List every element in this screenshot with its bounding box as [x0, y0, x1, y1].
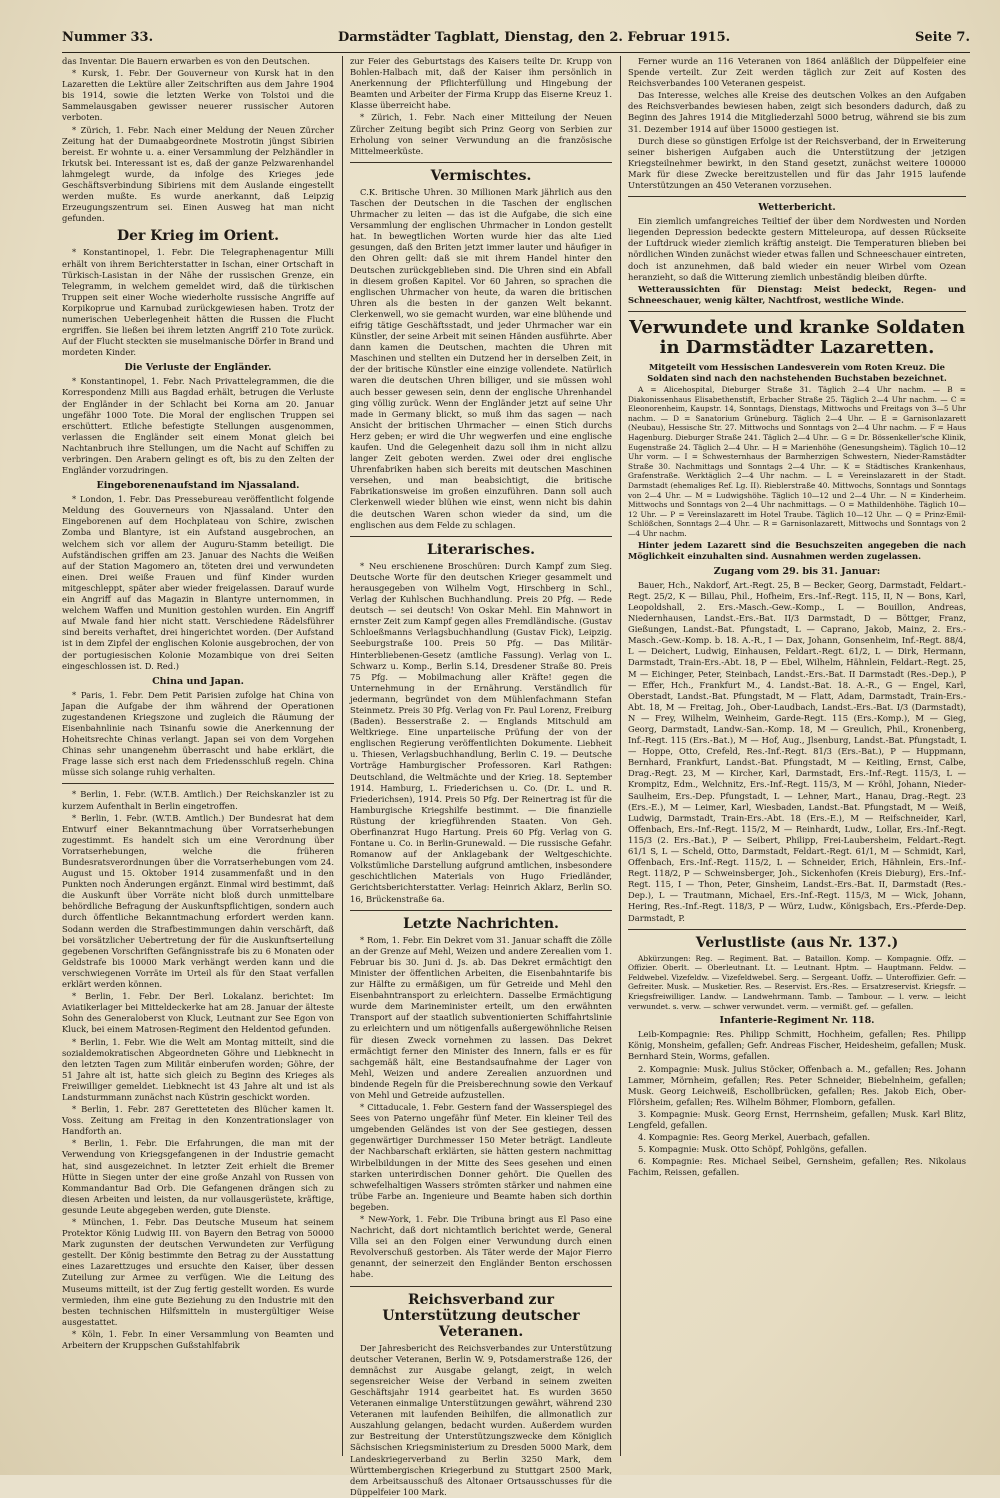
separator — [628, 929, 966, 930]
column-3 — [628, 56, 966, 1456]
article-paragraph: Leib-Kompagnie: Res. Philipp Schmitt, Hochheim, gefallen; Res. Philipp König, Monsheim, gefallen; Gefr. Andreas Fischer, Heidesheim, gefallen; Musk. Bernhard Stein, Worms, gefallen. — [628, 1029, 966, 1062]
article-paragraph: 5. Kompagnie: Musk. Otto Schöpf, Pohlgöns, gefallen. — [638, 1144, 867, 1155]
separator — [628, 311, 966, 312]
article-paragraph: * Neu erschienene Broschüren: Durch Kampf zum Sieg. Deutsche Worte für den deutschen Krieger gesammelt und herausgegeben von Wilhelm Vogt, Hirschberg in Schl., Verlag der Kuhlschen Buchhandlung. Preis 20 Pfg. — Rede deutsch — sei deutsch! Von Oskar Mehl. Ein Mahnwort in ernster Zeit zum Kampf gegen alles Fremdländische. (Gustav Schloeßmanns Verlagsbuchhandlung (Gustav Fick), Leipzig. Seeburgstraße 100. Preis 50 Pfg. — Das Militär-Hinterbliebenen-Gesetz (amtliche Fassung). Verlag von L. Schwarz u. Komp., Berlin S.14, Dresdener Straße 80. Preis 75 Pfg. — Mobilmachung aller Kräfte! gegen die Unternehmung in der Ernährung. Verständlich für jedermann, begründet von dem Mühlenfachmann Stefan Steinmetz. Preis 30 Pfg. Verlag von Fr. Paul Lorenz, Freiburg (Baden). Besserstraße 2. — Englands Mitschuld am Weltkriege. Eine unparteiische Prüfung der von der englischen Regierung veröffentlichten Dokumente. Liebheit u. Thiesen, Verlagsbuchhandlung, Berlin C. 19. — Deutsche Vorträge Hamburgischer Professoren. Karl Rathgen: Deutschland, die Weltmächte und der Krieg. 18. September 1914. Hamburg, L. Friederichsen u. Co. (Dr. L. und R. Friederichsen), 1914. Preis 50 Pfg. Der Reinertrag ist für die Hamburgische Kriegshilfe bestimmt. — Die finanzielle Rüstung der kriegführenden Staaten. Von Geh. Oberfinanzrat Hugo Hartung. Preis 60 Pfg. Verlag von G. Fontane u. Co. in Berlin-Grunewald. — Die russische Gefahr. Romanow auf der Anklagebank der Weltgeschichte. Volkstümliche Darstellung aufgrund amtlichen, insbesondere geschichtlichen Materials von Hugo Friedländer, Gerichtsberichterstatter. Verlag: Heinrich Aklarz, Berlin SO. 16, Brückenstraße 6a. — [350, 560, 612, 904]
separator — [350, 1286, 612, 1287]
section-heading: Der Krieg im Orient. — [116, 228, 280, 245]
article-paragraph: Ein ziemlich umfangreiches Teiltief der über dem Nordwesten und Norden liegenden Depression bedeckte gestern Mitteleuropa, auf dessen Rückseite der Luftdruck wieder ziemlich kräftig ansteigt. Die Temperaturen blieben bei nördlichen Winden zunächst wieder etwas fallen und Schneeschauer eintreten, doch ist anzunehmen, daß bald wieder ein neuer Wirbel vom Ozean heranzieht, so daß die Witterung ziemlich unbeständig bleiben dürfte. — [628, 216, 966, 282]
article-paragraph: * Zürich, 1. Febr. Nach einer Meldung der Neuen Zürcher Zeitung hat der Dumaabgeordnete Mostrotin jüngst Sibirien bereist. Er wohnte u. a. einer Versammlung der Pelzhändler in Irkutsk bei. Interessant ist es, daß der ganze Pelzwarenhandel lahmgelegt wurde, da infolge des Krieges jede Geschäftsverbindung Sibiriens mit dem Auslande eingestellt werden mußte. Es wurde anerkannt, daß Leipzig Erzeugungszentrum sei. Einen Ausweg hat man nicht gefunden. — [62, 124, 334, 224]
article-paragraph: das Inventar. Die Bauern erwarben es von den Deutschen. — [62, 56, 310, 66]
article-paragraph: A = Alicehospital, Dieburger Straße 31. Täglich 2—4 Uhr nachm. — B = Diakonissenhaus Elisabethenstift, Erbacher Straße 25. Täglich 2—4 Uhr nachm. — C = Eleonorenheim, Kaupstr. 14, Sonntags, Dienstags, Mittwochs und Freitags von 3—5 Uhr nachm. — D = Sanatorium Grüneburg. Täglich 2—4 Uhr. — E = Garnisonlazarett (Neubau), Hessische Str. 27. Mittwochs und Sonntags von 2—4 Uhr nachm. — F = Haus Hagenburg. Dieburger Straße 241. Täglich 2—4 Uhr. — G = Dr. Bössenkeller'sche Klinik, Eugenstraße 24. Täglich 2—4 Uhr. — H = Marienhöhe (Genesungsheim). Täglich 10—12 Uhr vorm. — I = Schwesternhaus der Barmherzigen Schwestern, Nieder-Ramstädter Straße 30. Nachmittags und Sonntags 2—4 Uhr. — K = Städtisches Krankenhaus, Grafenstraße. Werktäglich 2—4 Uhr nachm. — L = Vereinslazarett in der Stadt. Darmstadt (ehemaliges Ref. Lg. II). Rieblerstraße 40. Mittwochs, Sonntags und Sonntags von 2—4 Uhr. — M = Ludwigshöhe. Täglich 10—12 und 2—4 Uhr. — N = Kinderheim. Mittwochs und Sonntags von 2—4 Uhr nachmittags. — O = Mathildenhöhe. Täglich 10—12 Uhr. — P = Vereinslazarett im Hotel Traube. Täglich 10—12 Uhr. — Q = Prinz-Emil-Schlößchen, Sonntags 2—4 Uhr. — R = Garnisonlazarett, Mittwochs und Sonntags von 2—4 Uhr nachm. — [628, 385, 966, 538]
article-paragraph: Bauer, Hch., Nakdorf, Art.-Regt. 25, B — Becker, Georg, Darmstadt, Feldart.-Regt. 25/2, K — Billau, Phil., Hofheim, Ers.-Inf.-Regt. 115, II, N — Bons, Karl, Leopoldshall, 2. Ers.-Masch.-Gew.-Komp., L — Bouillon, Andreas, Niedernhausen, Landst.-Ers.-Bat. II/3 Darmstadt, D — Böttger, Franz, Gießungen, Landst.-Bat. Pfungstadt, L — Caprano, Jakob, Mainz, 2. Ers.-Masch.-Gew.-Komp. b. 18. A.-R., I — Dax, Johann, Gonsenheim, Inf.-Regt. 88/4, L — Deichert, Ludwig, Einhausen, Feldart.-Regt. 61/2, L — Dirk, Hermann, Darmstadt, Train-Ers.-Abt. 18, P — Ebel, Wilhelm, Hähnlein, Feldart.-Regt. 25, M — Eichinger, Peter, Steinbach, Landst.-Ers.-Bat. II Darmstadt (Res.-Dep.), P — Effer, Hch., Frankfurt M., 4. Landst.-Bat. 18. A.-R., G — Engel, Karl, Oberstadt, Landst.-Bat. Pfungstadt, M — Flatt, Adam, Darmstadt, Train-Ers.-Abt. 18, M — Freitag, Joh., Ober-Laudbach, Landst.-Ers.-Bat. I/3 (Darmstadt), N — Frey, Wilhelm, Weinheim, Garde-Regt. 115 (Ers.-Komp.), M — Gieg, Georg, Darmstadt, Landw.-San.-Komp. 18, M — Greulich, Phil., Kronenberg, Inf.-Regt. 115 (Ers.-Bat.), M — Hof, Aug., Jlsenburg, Landst.-Bat. Pfungstadt, L — Hoppe, Otto, Crefeld, Res.-Inf.-Regt. 81/3 (Ers.-Bat.), P — Huppmann, Bernhard, Frankfurt, Landst.-Bat. Pfungstadt, M — Keitling, Ernst, Calbe, Drag.-Regt. 23, M — Kircher, Karl, Darmstadt, Ers.-Inf.-Regt. 115/3, L — Krompitz, Edm., Welchnitz, Ers.-Inf.-Regt. 115/3, M — Kröhl, Johann, Nieder-Saulheim, Ers.-Dep. Pfungstadt, L — Lehner, Mart., Hanau, Drag.-Regt. 23 (Ers.-E.), M — Leimer, Karl, Wiesbaden, Landst.-Bat. Pfungstadt, M — Weiß, Ludwig, Darmstadt, Train-Ers.-Abt. 18 (Ers.-E.), M — Reifschneider, Karl, Offenbach, Ers.-Inf.-Regt. 115/2, M — Reinhardt, Ludw., Lollar, Ers.-Inf.-Regt. 115/3 (2. Ers.-Bat.), P — Seibert, Philipp, Frei-Laubersheim, Feldart.-Regt. 61/1 S, L — Scheld, Otto, Darmstadt, Feldart.-Regt. 61/1, M — Schmidt, Karl, Offenbach, Ers.-Inf.-Regt. 115/2, L — Schneider, Erich, Hähnlein, Ers.-Inf.-Regt. 118/2, P — Schweinsberger, Joh., Sickenhofen (Kreis Dieburg), Ers.-Inf.-Regt. 115, I — Thon, Peter, Ginsheim, Landst.-Ers.-Bat. II, Darmstadt (Res.-Dep.), L — Trautmann, Michael, Ers.-Inf.-Regt. 115/3, M — Wick, Johann, Hering, Res.-Inf.-Regt. 118/3, P — Würz, Ludw., Königsbach, Ers.-Pferde-Dep. Darmstadt, P. — [628, 579, 966, 923]
column-divider — [620, 56, 621, 1456]
article-paragraph: C.K. Britische Uhren. 30 Millionen Mark jährlich aus den Taschen der Deutschen in die Taschen der englischen Uhrmacher zu leiten — das ist die Aufgabe, die sich eine Versammlung der englischen Uhrmacher in London gestellt hat. In bewegtlichen Worten wurde hier das alte Lied gesungen, daß den Briten jetzt immer lauter und häufiger in den Ohren gellt: daß sie mit ihrem Handel hinter den Deutschen zurückgeblieben sind. Die Uhren sind ein Abfall in diesem großen Kapitel. Vor 60 Jahren, so sprachen die englischen Uhrmacher von heute, da waren die britischen Uhren als die besten in der ganzen Welt bekannt. Clerkenwell, wo sie gemacht wurden, war eine blühende und eifrig tätige Geschäftsstadt, und jeder Uhrmacher war ein Künstler, der seine Arbeit mit seinen Händen ausführte. Aber dann kamen die Deutschen, machten die Uhren mit Maschinen und stellten ein Dutzend her in derselben Zeit, in der der britische Künstler eine einzige vollendete. Natürlich waren die deutschen Uhren billiger, und sie müssen wohl auch besser gewesen sein, denn der englische Uhrenhandel ging völlig zurück. Wenn der Engländer jetzt auf seine Uhr made in Germany blickt, so muß ihm das sagen — nach Ansicht der britischen Uhrmacher — einen Stich durchs Herz geben; er wird die Uhr wegwerfen und eine englische kaufen. Und die Gelegenheit dazu soll ihm in nicht allzu langer Zeit geboten werden. Zwei oder drei englische Uhrenfabriken haben sich bereits mit deutschen Maschinen versehen, und man beabsichtigt, die britische Fabrikationsweise im großen einzuführen. Dann soll auch Clerkenwell wieder blühen wie einst, wenn nicht bis dahin die deutschen Waren schon wieder da sind, um die englischen aus dem Felde zu schlagen. — [350, 186, 612, 530]
article-paragraph: * London, 1. Febr. Das Pressebureau veröffentlicht folgende Meldung des Gouverneurs von Njassaland. Unter den Eingeborenen auf dem Hochplateau von Schire, zwischen Zomba und Blantyre, ist ein Aufstand ausgebrochen, an welchem sich vor allem der Auguru-Stamm beteiligt. Die Aufständischen griffen am 23. Januar des Nachts die Weißen auf der Station Magomero an, töteten drei und verwundeten einen. Drei weiße Frauen und fünf Kinder wurden mitgeschleppt, später aber wieder freigelassen. Darauf wurde ein Angriff auf das Magazin in Blantyre unternommen, in welchem Waffen und Munition gestohlen wurden. Ein Angriff auf Mwale fand hier nicht statt. Verschiedene Rädelsführer sind bereits verhaftet, drei hingerichtet worden. (Der Aufstand ist in dem Zipfel der englischen Kolonie ausgebrochen, der von der portugiesischen Kolonie Mozambique von drei Seiten eingeschlossen ist. D. Red.) — [62, 494, 334, 671]
article-paragraph: * Konstantinopel, 1. Febr. Nach Privattelegrammen, die die Korrespondenz Milli aus Bagdad erhält, betrugen die Verluste der Engländer in der Schlacht bei Korna am 20. Januar ungefähr 1000 Tote. Die Moral der englischen Truppen sei erschüttert. Etliche befestigte Stellungen ausgenommen, verlassen die Engländer seit einem Monat gleich bei Nachtanbruch ihre Stellungen, um die Nacht auf Schiffen zu verbringen. Den Arabern gelingt es oft, bis zu den Zelten der Engländer vorzudringen. — [62, 376, 334, 476]
article-paragraph: Durch diese so günstigen Erfolge ist der Reichsverband, der in Erweiterung seiner bisherigen Aufgaben auch die Unterstützung der jetzigen Kriegsteilnehmer bewirkt, in den Stand gesetzt, zunächst weitere 100000 Mark für diese Zwecke bereitzustellen und für das Jahr 1915 laufende Unterstützungen an 450 Veteranen vorzusehen. — [628, 135, 966, 191]
sub-heading: Wetterbericht. — [758, 202, 836, 214]
article-paragraph: * Berlin, 1. Febr. Die Erfahrungen, die man mit der Verwendung von Kriegsgefangenen in der Industrie gemacht hat, sind ausgezeichnet. In letzter Zeit erhielt die Bremer Hütte in Siegen unter der eine große Anzahl von Russen von Kommandantur Bad Orb. Die Gefangenen drängen sich zu diesen Arbeiten und leisten, da nur vollausgerüstete, kräftige, gesunde Leute abgegeben werden, gute Dienste. — [62, 1138, 334, 1215]
article-paragraph: * Zürich, 1. Febr. Nach einer Mitteilung der Neuen Zürcher Zeitung begibt sich Prinz Georg von Serbien zur Erholung von seiner Verwundung an die französische Mittelmeerküste. — [350, 112, 612, 156]
article-paragraph: Das Interesse, welches alle Kreise des deutschen Volkes an den Aufgaben des Reichsverbandes bewiesen haben, zeigt sich besonders dadurch, daß zu Beginn des Jahres 1914 die Mitgliederzahl 5000 betrug, während sie bis zum 31. Dezember 1914 auf über 15000 gestiegen ist. — [628, 90, 966, 134]
article-paragraph: 2. Kompagnie: Musk. Julius Stöcker, Offenbach a. M., gefallen; Res. Johann Lammer, Mörnheim, gefallen; Res. Peter Schneider, Biebelnheim, gefallen; Musk. Georg Leichweiß, Eschollbrücken, gefallen; Res. Jakob Eich, Ober-Flörsheim, gefallen; Res. Wilhelm Böhmer, Flomborn, gefallen. — [628, 1063, 966, 1107]
separator — [350, 162, 612, 163]
article-paragraph: * Berlin, 1. Febr. 287 Geretteteten des Blücher kamen lt. Voss. Zeitung am Freitag in den Konzentrationslager von Handforth an. — [62, 1104, 334, 1137]
article-paragraph: 6. Kompagnie: Res. Michael Seibel, Gernsheim, gefallen; Res. Nikolaus Fachim, Reissen, gefallen. — [628, 1156, 966, 1178]
separator — [628, 196, 966, 197]
article-paragraph: * New-York, 1. Febr. Die Tribuna bringt aus El Paso eine Nachricht, daß dort nichtamtlich berichtet werde, General Villa sei an den Folgen einer Verwundung durch einen Revolverschuß gestorben. Als Täter werde der Major Fierro genannt, der seinerzeit den Engländer Benton erschossen habe. — [350, 1214, 612, 1280]
article-paragraph: Wetteraussichten für Dienstag: Meist bedeckt, Regen- und Schneeschauer, wenig kälter, Nachtfrost, westliche Winde. — [628, 283, 966, 305]
section-heading: Letzte Nachrichten. — [403, 915, 559, 932]
article-paragraph: * Berlin, 1. Febr. Der Berl. Lokalanz. berichtet: Im Aviatikerlager bei Mitteldeckerke hat am 28. Januar der älteste Sohn des Generaloberst von Kluck, Leutnant zur See Egon von Kluck, bei einem Matrosen-Regiment den Heldentod gefunden. — [62, 991, 334, 1035]
sub-heading: Die Verluste der Engländer. — [124, 362, 272, 374]
newspaper-title: Darmstädter Tagblatt, Dienstag, den 2. Februar 1915. — [337, 30, 731, 45]
page-header — [62, 30, 970, 53]
article-paragraph: Mitgeteilt vom Hessischen Landesverein vom Roten Kreuz. Die Soldaten sind nach den nachstehenden Buchstaben bezeichnet. — [647, 361, 947, 383]
column-1 — [62, 56, 334, 1456]
column-divider — [342, 56, 343, 1456]
section-heading: Verwundete und kranke Soldaten in Darmstädter Lazaretten. — [629, 316, 965, 358]
sub-heading: Infanterie-Regiment Nr. 118. — [719, 1015, 875, 1027]
article-paragraph: Der Jahresbericht des Reichsverbandes zur Unterstützung deutscher Veteranen, Berlin W. 9, Potsdamerstraße 126, der demnächst zur Ausgabe gelangt, zeigt, in welch segensreicher Weise der Verband in seinem zweiten Geschäftsjahr 1914 gearbeitet hat. Es wurden 3650 Veteranen einmalige Unterstützungen gewährt, während 230 Veteranen mit laufenden Beihilfen, die allmonatlich zur Auszahlung gelangen, bedacht wurden. Außerdem wurden zur Bestreitung der Unterstützungszwecke dem Königlich Sächsischen Kriegsministerium zu Dresden 5000 Mark, dem Landeskriegerverband zu Berlin 3250 Mark, dem Württembergischen Kriegerbund zu Stuttgart 2500 Mark, dem Arbeitsausschuß des Altonaer Ortsausschusses für die Düppelfeier 100 Mark. — [350, 1342, 612, 1497]
article-paragraph: * Köln, 1. Febr. In einer Versammlung von Beamten und Arbeitern der Kruppschen Gußstahlfabrik — [62, 1328, 334, 1351]
article-paragraph: * Rom, 1. Febr. Ein Dekret vom 31. Januar schafft die Zölle an der Grenze auf Mehl, Weizen und andere Zerealien vom 1. Februar bis 30. Juni d. Js. ab. Das Dekret ermächtigt den Minister der öffentlichen Arbeiten, die Eisenbahntarife bis zur Hälfte zu ermäßigen, um für Getreide und Mehl den Eisenbahntransport zu erleichtern. Dasselbe Ermächtigung wurde dem Marineminister erteilt, um den erwähnten Transport auf der staatlich subventionierten Schiffahrtslinie zu erleichtern und um nötigenfalls außergewöhnliche Reisen für diesen Zweck vornehmen zu lassen. Das Dekret ermächtigt ferner den Minister des Innern, falls er es für sachgemäß hält, eine Bestandsaufnahme der Lager von Mehl, Weizen und andere Zerealien anzuordnen und bindende Regeln für die Preisberechnung sowie den Verkauf von Mehl und Getreide aufzustellen. — [350, 934, 612, 1100]
article-paragraph: 4. Kompagnie: Res. Georg Merkel, Auerbach, gefallen. — [638, 1132, 871, 1143]
columns — [62, 56, 972, 1497]
article-paragraph: * Konstantinopel, 1. Febr. Die Telegraphenagentur Milli erhält von ihrem Berichterstatter in Ischan, einer Ortschaft in Türkisch-Lasistan in der Nähe der russischen Grenze, ein Telegramm, in welchem gemeldet wird, daß die türkischen Truppen seit einer Woche wiederholte russische Angriffe auf Korpikoprue und Karnubad zurückgewiesen haben. Trotz der numerischen Ueberlegenheit hätten die Russen die Flucht ergriffen. Sie ließen bei ihrem letzten Angriff 210 Tote zurück. Auf der Flucht steckten sie muselmanische Dörfer in Brand und mordeten Kinder. — [62, 247, 334, 358]
sub-heading: Eingeborenenaufstand im Njassaland. — [96, 480, 300, 492]
sub-heading: China und Japan. — [152, 675, 244, 687]
article-paragraph: 3. Kompagnie: Musk. Georg Ernst, Herrnsheim, gefallen; Musk. Karl Blitz, Lengfeld, gefallen. — [628, 1108, 966, 1130]
article-paragraph: * Cittaducale, 1. Febr. Gestern fand der Wasserspiegel des Sees von Paterno ungefähr fünf Meter. Ein kleiner Teil des umgebenden Geländes ist von der See gestiegen, dessen gegenwärtiger Durchmesser 150 Meter beträgt. Landleute der Nachbarschaft erklärten, sie hätten gestern nachmittag Wirbelbildungen in der Mitte des Sees gesehen und einen starken unterirdischen Donner gehört. Die Quellen des schwefelhaltigen Wassers strömten stärker und nahmen eine trübe Farbe an. Ingenieure und Beamte haben sich dorthin begeben. — [350, 1102, 612, 1212]
page-number: Seite 7. — [915, 30, 970, 45]
separator — [62, 783, 334, 784]
article-paragraph: * Berlin, 1. Febr. (W.T.B. Amtlich.) Der Reichskanzler ist zu kurzem Aufenthalt in Berlin eingetroffen. — [62, 789, 334, 811]
section-heading: Literarisches. — [427, 541, 535, 558]
separator — [350, 536, 612, 537]
article-paragraph: * Berlin, 1. Febr. Wie die Welt am Montag mitteilt, sind die sozialdemokratischen Abgeordneten Göhre und Liebknecht in den letzten Tagen zum Militär einberufen worden; Göhre, der 51 Jahre alt ist, hatte sich gleich zu Beginn des Krieges als Freiwilliger gemeldet. Liebknecht ist 43 Jahre alt und ist als Landsturmmann zunächst nach Küstrin geschickt worden. — [62, 1036, 334, 1102]
section-heading: Verlustliste (aus Nr. 137.) — [695, 934, 899, 951]
section-heading: Reichsverband zur Unterstützung deutscher Veteranen. — [382, 1291, 580, 1340]
article-paragraph: * München, 1. Febr. Das Deutsche Museum hat seinem Protektor König Ludwig III. von Bayern den Betrag von 50000 Mark zugunsten der deutschen Verwundeten zur Verfügung gestellt. Der König bestimmte den Betrag zu der Ausstattung eines Lazarettzuges und ersuchte den Kaiser, über dessen Zuteilung zur Armee zu verfügen. Wie die Leitung des Museums mitteilt, ist der Zug fertig gestellt worden. Es wurde vermieden, ihm eine gute Beziehung zu den Industrie mit den besten technischen Hilfsmitteln in mustergültiger Weise ausgestattet. — [62, 1217, 334, 1327]
article-paragraph: Abkürzungen: Reg. — Regiment. Bat. — Bataillon. Komp. — Kompagnie. Offz. — Offizier. Oberlt. — Oberleutnant. Lt. — Leutnant. Hptm. — Hauptmann. Feldw. — Feldwebel. Vizefeldw. — Vizefeldwebel. Serg. — Sergeant. Uoffz. — Unteroffizier. Gefr. — Gefreiter. Musk. — Musketier. Res. — Reservist. Ers.-Res. — Ersatzreservist. Kriegsfr. — Kriegsfreiwilliger. Landw. — Landwehrmann. Tamb. — Tambour. — l. verw. — leicht verwundet. s. verw. — schwer verwundet. verm. — vermißt. gef. — gefallen. — [628, 953, 966, 1011]
article-paragraph: * Kursk, 1. Febr. Der Gouverneur von Kursk hat in den Lazaretten die Lektüre aller Zeitschriften aus dem Jahre 1904 bis 1914, sowie die letzten Werke von Tolstoi und die Sammelausgaben gewisser neuerer russischer Autoren verboten. — [62, 68, 334, 123]
article-paragraph: * Berlin, 1. Febr. (W.T.B. Amtlich.) Der Bundesrat hat dem Entwurf einer Bekanntmachung über Vorratserhebungen zugestimmt. Es handelt sich um eine Verordnung über Vorratserhebungen, welche die früheren Bundesratsverordnungen über die Vorratserhebungen vom 24. August und 15. Oktober 1914 zusammenfaßt und in den Punkten noch Änderungen ergänzt. Einmal wird bestimmt, daß die Auskunft über Vorräte nicht bloß durch unmittelbare behördliche Befragung der Auskunftspflichtigen, sondern auch durch öffentliche Bekanntmachung erfordert werden kann. Sodann werden die Strafbestimmungen dahin verschärft, daß bei vorsätzlicher Uebertretung der für die Auskunftserteilung gegebenen Vorschriften Gefängnisstrafe bis zu 6 Monaten oder Geldstrafe bis 10000 Mark verhängt werden kann und die verschwiegenen Vorräte im Urteil als für den Staat verfallen erklärt werden können. — [62, 812, 334, 990]
sub-heading: Zugang vom 29. bis 31. Januar: — [713, 565, 881, 577]
article-paragraph: * Paris, 1. Febr. Dem Petit Parisien zufolge hat China von Japan die Aufgabe der ihm während der Operationen zugestandenen Kriegszone und zugleich die Räumung der Eisenbahnlinie nach Tsinanfu sowie die Anerkennung der Hoheitsrechte Chinas verlangt. Japan sei von dem Vorgehen Chinas sehr unangenehm überrascht und habe erklärt, die Frage lasse sich erst nach dem Friedensschluß regeln. China müsse sich solange ruhig verhalten. — [62, 689, 334, 778]
article-paragraph: Hinter jedem Lazarett sind die Besuchszeiten angegeben die nach Möglichkeit einzuhalten sind. Ausnahmen werden zugelassen. — [628, 539, 966, 561]
column-2 — [350, 56, 612, 1497]
separator — [350, 910, 612, 911]
issue-number: Nummer 33. — [62, 30, 154, 45]
article-paragraph: Ferner wurde an 116 Veteranen von 1864 anläßlich der Düppelfeier eine Spende verteilt. Zur Zeit werden täglich zur Zeit auf Kosten des Reichsverbandes 100 Veteranen gespeist. — [628, 56, 966, 89]
section-heading: Vermischtes. — [430, 167, 532, 184]
article-paragraph: zur Feier des Geburtstags des Kaisers teilte Dr. Krupp von Bohlen-Halbach mit, daß der Kaiser ihm persönlich in Anerkennung der Pflichterfüllung und Hingebung der Beamten und Arbeiter der Firma Krupp das Eiserne Kreuz 1. Klasse überreicht habe. — [350, 56, 612, 111]
